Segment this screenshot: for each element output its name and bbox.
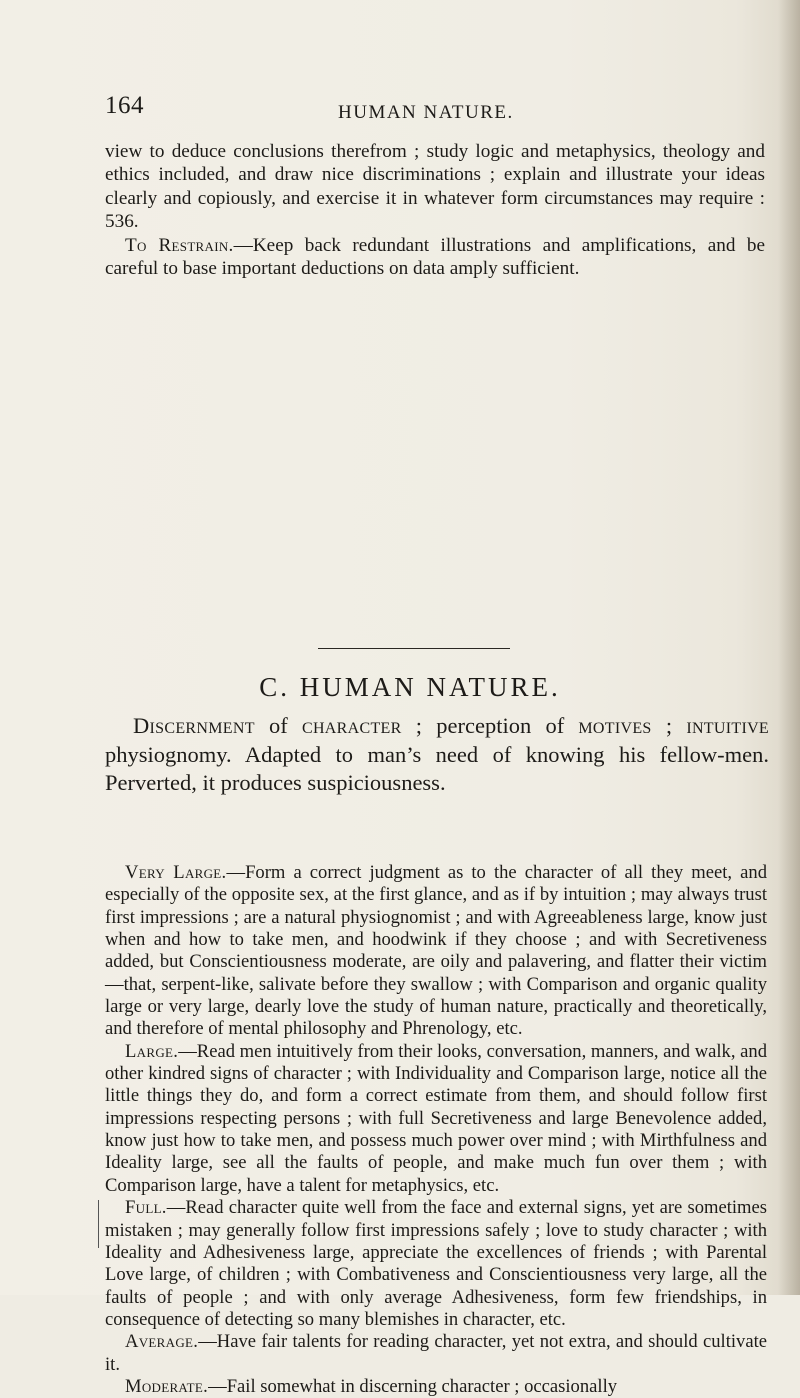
definition-paragraph bbox=[105, 712, 769, 798]
section-divider bbox=[318, 648, 510, 649]
intro-paragraph-2 bbox=[105, 234, 765, 281]
page-edge-shadow bbox=[778, 0, 800, 1295]
grade-text: —Form a correct judgment as to the character of all they meet, and especially of the opposite sex, at the first glance, and as if by intuition ; may always trust first impressions ; are a natural physiognomist ; and with Agreeableness large, know just when and how to take men, and hoodwink if they choose ; and with Secretiveness added, but Conscientiousness moderate, are oily and palavering, and flatter their victim—that, serpent-like, salivate before they swallow ; with Comparison and organic quality large or very large, dearly love the study of human nature, practically and theoretically, and therefore of mental philosophy and Phrenology, etc. bbox=[105, 862, 767, 1040]
grade-text: —Read character quite well from the face and external signs, yet are sometimes mistaken ; may generally follow first impressions safely ; love to study character ; with Ideality and Adhesiveness large, appreciate the excellences of friends ; with Parental Love large, of children ; with Combativeness and Conscientiousness very large, all the faults of people ; and with only average Adhesiveness, form few friendships, in consequence of detecting so many blemishes in character, etc. bbox=[105, 1197, 767, 1330]
grade-label: Full. bbox=[125, 1197, 167, 1219]
faculty-definition bbox=[105, 712, 769, 798]
running-title: HUMAN NATURE. bbox=[338, 102, 514, 123]
grade-label: Very Large. bbox=[125, 862, 227, 883]
grade-large bbox=[105, 1041, 767, 1197]
definition-keyword-intuitive: intuitive bbox=[686, 713, 769, 738]
intro-text bbox=[105, 140, 765, 280]
definition-text-1: of bbox=[254, 713, 302, 738]
definition-text-3: ; bbox=[651, 713, 687, 738]
grade-label: Large. bbox=[125, 1040, 179, 1062]
definition-keyword-motives: motives bbox=[578, 713, 652, 738]
grade-moderate bbox=[105, 1376, 767, 1398]
grade-very-large bbox=[105, 862, 767, 1041]
intro-paragraph-2-text: —Keep back redundant illustrations and amplifications, and be careful to base important deductions on data amply sufficient. bbox=[105, 234, 765, 280]
margin-pencil-mark bbox=[98, 1200, 99, 1248]
definition-keyword-character: character bbox=[301, 713, 402, 738]
intro-paragraph-1: view to deduce conclusions therefrom ; study logic and metaphysics, theology and ethics included, and draw nice discriminations ; explain and illustrate your ideas clearly and copiously, and exercise it in whatever form circumstances may require : 536. bbox=[105, 141, 765, 233]
grade-label: Moderate. bbox=[125, 1375, 209, 1397]
section-title: C. HUMAN NATURE. bbox=[259, 672, 561, 702]
grade-text: —Fail somewhat in discerning character ; occasionally bbox=[208, 1375, 618, 1397]
grade-full bbox=[105, 1197, 767, 1331]
grade-label: Average. bbox=[125, 1331, 199, 1353]
grade-average bbox=[105, 1331, 767, 1376]
intro-paragraph-2-label: To Restrain. bbox=[125, 234, 234, 256]
page-number: 164 bbox=[105, 92, 144, 119]
definition-term: Discernment bbox=[133, 713, 255, 738]
definition-text-4: physiognomy. Adapted to man’s need of knowing his fellow-men. Perverted, it produces suspiciousness. bbox=[105, 741, 769, 795]
grade-text: —Read men intuitively from their looks, conversation, manners, and walk, and other kindred signs of character ; with Individuality and Comparison large, notice all the little things they do, and form a correct estimate from them, and should follow first impressions respecting persons ; with full Secretiveness and large Benevolence added, know just how to take men, and possess much power over mind ; with Mirthfulness and Ideality large, see all the faults of people, and make much fun over them ; with Comparison large, have a talent for metaphysics, etc. bbox=[105, 1040, 767, 1196]
definition-text-2: ; perception of bbox=[401, 713, 579, 738]
page-header bbox=[0, 92, 800, 132]
grades-list bbox=[105, 862, 767, 1398]
grade-text: —Have fair talents for reading character, yet not extra, and should cultivate it. bbox=[105, 1331, 767, 1375]
